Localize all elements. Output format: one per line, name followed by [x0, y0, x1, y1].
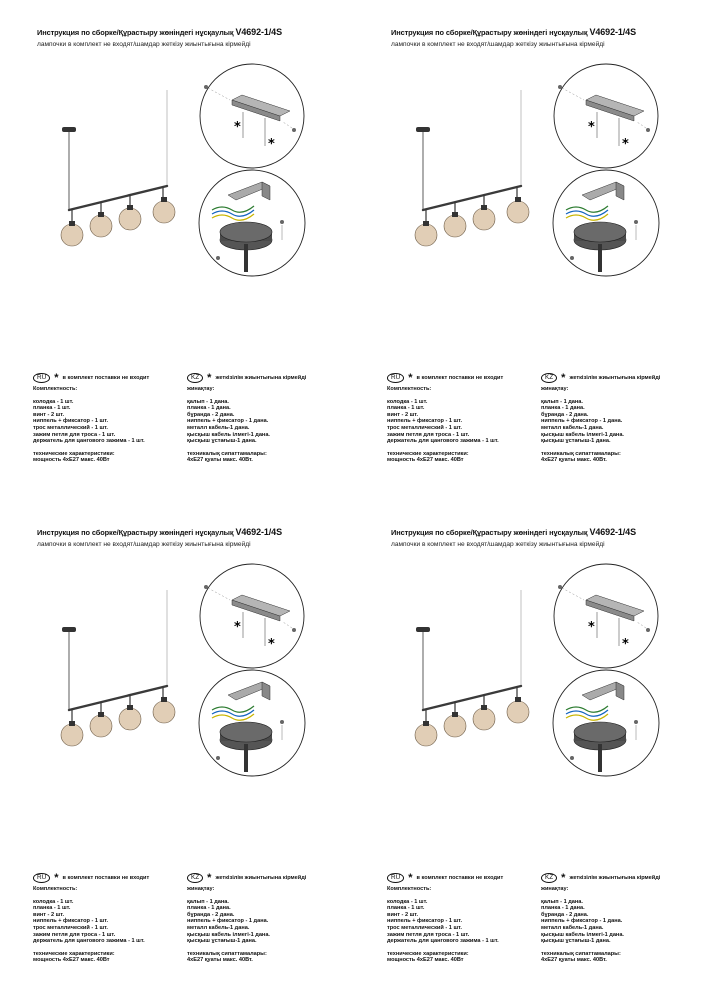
ru-kit-block: [33, 386, 145, 464]
sheet-top-right: [354, 0, 707, 500]
ru-spec-heading: технические характеристики:: [387, 450, 469, 457]
star-mark-icon: *: [234, 120, 241, 135]
list-item: винт - 2 шт.: [387, 411, 419, 418]
ru-badge: RU: [387, 873, 404, 883]
list-item: металл кабель-1 дана.: [541, 424, 604, 431]
list-item: бұранда - 2 дана.: [541, 411, 589, 418]
list-item: металл кабель-1 дана.: [187, 924, 250, 931]
bulb-globe-2: [444, 702, 466, 737]
detail-mounting-plate: [200, 64, 304, 168]
page-subtitle: лампочки в комплект не входят/шамдар жеткізу жиынтығына кірмейді: [37, 41, 251, 48]
assembly-illustration: [354, 0, 707, 340]
list-item: ниппель + фиксатор - 1 дана.: [541, 418, 623, 425]
list-item: ниппель + фиксатор - 1 шт.: [33, 918, 109, 925]
ru-kit-heading: Комплектность:: [387, 386, 432, 392]
ru-kit-block: [387, 386, 499, 464]
canopy-icon: [62, 627, 76, 632]
assembly-illustration: [0, 0, 353, 340]
bulb-globe-2: [444, 202, 466, 237]
page-title: Инструкция по сборке/Құрастыру жөніндегі нұсқаулық V4692-1/4S: [37, 527, 282, 537]
main-bar: [423, 686, 521, 710]
ru-kit-block: [33, 886, 145, 964]
bulb-globe-2: [90, 202, 112, 237]
detail-canopy-wiring: [199, 670, 305, 776]
ru-spec-heading: технические характеристики:: [387, 950, 469, 957]
list-item: держатель для цангового зажима - 1 шт.: [33, 938, 145, 945]
list-item: ниппель + фиксатор - 1 шт.: [387, 918, 463, 925]
list-item: металл кабель-1 дана.: [541, 924, 604, 931]
list-item: зажим петля для троса - 1 шт.: [387, 931, 470, 938]
star-mark-icon: *: [622, 637, 629, 652]
ru-spec-value: мощность 4хЕ27 макс. 40Вт: [33, 957, 110, 964]
list-item: трос металлический - 1 шт.: [33, 424, 108, 431]
list-item: зажим петля для троса - 1 шт.: [33, 931, 116, 938]
page-subtitle: лампочки в комплект не входят/шамдар жеткізу жиынтығына кірмейді: [391, 41, 605, 48]
model-number: V4692-1/4S: [589, 27, 636, 37]
kz-badge: KZ: [187, 373, 203, 383]
ru-spec-value: мощность 4хЕ27 макс. 40Вт: [387, 457, 464, 464]
list-item: қалып - 1 дана.: [187, 898, 229, 905]
kz-kit-heading: жинақтау:: [541, 886, 569, 892]
bulb-globe-4: [153, 688, 175, 723]
canopy-icon: [416, 627, 430, 632]
kz-spec-heading: техникалық сипаттамалары:: [187, 950, 267, 957]
list-item: ниппель + фиксатор - 1 дана.: [541, 918, 623, 925]
list-item: планка - 1 шт.: [33, 905, 71, 912]
kz-note: KZ * жеткізілім жиынтығына кірмейді: [541, 373, 660, 383]
main-bar: [69, 686, 167, 710]
sheet-bottom-left: [0, 500, 353, 1000]
sheet-bottom-right: [354, 500, 707, 1000]
list-item: бұранда - 2 дана.: [541, 911, 589, 918]
star-mark-icon: *: [234, 620, 241, 635]
ru-note: RU * в комплект поставки не входит: [33, 373, 149, 383]
detail-canopy-wiring: [199, 170, 305, 276]
list-item: колодка - 1 шт.: [387, 398, 428, 405]
ru-spec-heading: технические характеристики:: [33, 950, 115, 957]
page-subtitle: лампочки в комплект не входят/шамдар жеткізу жиынтығына кірмейді: [37, 541, 251, 548]
assembly-illustration: [354, 500, 707, 840]
canopy-icon: [416, 127, 430, 132]
kz-spec-heading: техникалық сипаттамалары:: [541, 950, 621, 957]
ru-note: RU * в комплект поставки не входит: [387, 373, 503, 383]
star-icon: *: [54, 872, 59, 884]
list-item: держатель для цангового зажима - 1 шт.: [33, 438, 145, 445]
star-icon: *: [207, 372, 212, 384]
list-item: планка - 1 дана.: [541, 405, 585, 412]
ru-spec-value: мощность 4хЕ27 макс. 40Вт: [33, 457, 110, 464]
bulb-globe-2: [90, 702, 112, 737]
kz-kit-block: [541, 386, 624, 464]
kz-kit-heading: жинақтау:: [187, 886, 215, 892]
kz-badge: KZ: [187, 873, 203, 883]
list-item: винт - 2 шт.: [33, 411, 65, 418]
kz-kit-heading: жинақтау:: [187, 386, 215, 392]
kz-note: KZ * жеткізілім жиынтығына кірмейді: [541, 873, 660, 883]
ru-badge: RU: [33, 873, 50, 883]
ru-kit-heading: Комплектность:: [33, 886, 78, 892]
ru-kit-block: [387, 886, 499, 964]
kz-spec-value: 4хЕ27 қуаты макс. 40Вт.: [541, 457, 607, 464]
kz-spec-value: 4хЕ27 қуаты макс. 40Вт.: [187, 457, 253, 464]
star-mark-icon: *: [622, 137, 629, 152]
kz-kit-block: [187, 886, 270, 964]
list-item: ниппель + фиксатор - 1 дана.: [187, 418, 269, 425]
list-item: ниппель + фиксатор - 1 шт.: [387, 418, 463, 425]
kz-kit-heading: жинақтау:: [541, 386, 569, 392]
model-number: V4692-1/4S: [589, 527, 636, 537]
star-icon: *: [207, 872, 212, 884]
bulb-globe-4: [507, 188, 529, 223]
list-item: планка - 1 дана.: [187, 905, 231, 912]
star-icon: *: [408, 872, 413, 884]
list-item: зажим петля для троса - 1 шт.: [33, 431, 116, 438]
sheet-top-left: [0, 0, 353, 500]
page-title: Инструкция по сборке/Құрастыру жөніндегі нұсқаулық V4692-1/4S: [37, 27, 282, 37]
kz-badge: KZ: [541, 373, 557, 383]
star-mark-icon: *: [268, 637, 275, 652]
list-item: планка - 1 дана.: [187, 405, 231, 412]
list-item: трос металлический - 1 шт.: [387, 424, 462, 431]
main-bar: [69, 186, 167, 210]
ru-note: RU * в комплект поставки не входит: [33, 873, 149, 883]
bulb-globe-3: [473, 195, 495, 230]
detail-mounting-plate: [200, 564, 304, 668]
list-item: колодка - 1 шт.: [33, 898, 74, 905]
main-bar: [423, 186, 521, 210]
kz-note: KZ * жеткізілім жиынтығына кірмейді: [187, 873, 306, 883]
star-icon: *: [561, 372, 566, 384]
bulb-globe-3: [473, 695, 495, 730]
list-item: қалып - 1 дана.: [541, 898, 583, 905]
kz-kit-block: [541, 886, 624, 964]
kz-note: KZ * жеткізілім жиынтығына кірмейді: [187, 373, 306, 383]
detail-canopy-wiring: [553, 670, 659, 776]
kz-spec-heading: техникалық сипаттамалары:: [187, 450, 267, 457]
list-item: металл кабель-1 дана.: [187, 424, 250, 431]
model-number: V4692-1/4S: [235, 27, 282, 37]
list-item: қалып - 1 дана.: [541, 398, 583, 405]
ru-kit-heading: Комплектность:: [387, 886, 432, 892]
ru-spec-heading: технические характеристики:: [33, 450, 115, 457]
star-mark-icon: *: [588, 120, 595, 135]
detail-mounting-plate: [554, 64, 658, 168]
kz-kit-block: [187, 386, 270, 464]
kz-spec-value: 4хЕ27 қуаты макс. 40Вт.: [187, 957, 253, 964]
canopy-icon: [62, 127, 76, 132]
ru-kit-heading: Комплектность:: [33, 386, 78, 392]
list-item: қысқыш кабель ілмегі-1 дана.: [541, 431, 624, 438]
list-item: планка - 1 шт.: [387, 905, 425, 912]
list-item: ниппель + фиксатор - 1 дана.: [187, 918, 269, 925]
list-item: планка - 1 шт.: [33, 405, 71, 412]
page-title: Инструкция по сборке/Құрастыру жөніндегі нұсқаулық V4692-1/4S: [391, 527, 636, 537]
star-icon: *: [408, 372, 413, 384]
list-item: қалып - 1 дана.: [187, 398, 229, 405]
bulb-globe-1: [61, 209, 83, 246]
star-mark-icon: *: [588, 620, 595, 635]
page-title: Инструкция по сборке/Құрастыру жөніндегі нұсқаулық V4692-1/4S: [391, 27, 636, 37]
star-icon: *: [561, 872, 566, 884]
ru-spec-value: мощность 4хЕ27 макс. 40Вт: [387, 957, 464, 964]
page-subtitle: лампочки в комплект не входят/шамдар жеткізу жиынтығына кірмейді: [391, 541, 605, 548]
bulb-globe-1: [415, 209, 437, 246]
bulb-globe-1: [415, 709, 437, 746]
detail-canopy-wiring: [553, 170, 659, 276]
list-item: держатель для цангового зажима - 1 шт.: [387, 438, 499, 445]
detail-mounting-plate: [554, 564, 658, 668]
list-item: қысқыш кабель ілмегі-1 дана.: [187, 931, 270, 938]
ru-badge: RU: [33, 373, 50, 383]
list-item: колодка - 1 шт.: [33, 398, 74, 405]
list-item: қысқыш ұстағыш-1 дана.: [187, 938, 257, 945]
list-item: держатель для цангового зажима - 1 шт.: [387, 938, 499, 945]
kz-spec-heading: техникалық сипаттамалары:: [541, 450, 621, 457]
bulb-globe-4: [153, 188, 175, 223]
star-icon: *: [54, 372, 59, 384]
list-item: колодка - 1 шт.: [387, 898, 428, 905]
list-item: планка - 1 шт.: [387, 405, 425, 412]
list-item: қысқыш ұстағыш-1 дана.: [187, 438, 257, 445]
model-number: V4692-1/4S: [235, 527, 282, 537]
list-item: винт - 2 шт.: [387, 911, 419, 918]
list-item: трос металлический - 1 шт.: [33, 924, 108, 931]
list-item: қысқыш кабель ілмегі-1 дана.: [541, 931, 624, 938]
star-mark-icon: *: [268, 137, 275, 152]
list-item: қысқыш ұстағыш-1 дана.: [541, 938, 611, 945]
ru-note: RU * в комплект поставки не входит: [387, 873, 503, 883]
list-item: трос металлический - 1 шт.: [387, 924, 462, 931]
list-item: винт - 2 шт.: [33, 911, 65, 918]
list-item: қысқыш кабель ілмегі-1 дана.: [187, 431, 270, 438]
bulb-globe-4: [507, 688, 529, 723]
ru-badge: RU: [387, 373, 404, 383]
assembly-illustration: [0, 500, 353, 840]
list-item: бұранда - 2 дана.: [187, 911, 235, 918]
bulb-globe-3: [119, 195, 141, 230]
bulb-globe-3: [119, 695, 141, 730]
list-item: бұранда - 2 дана.: [187, 411, 235, 418]
kz-badge: KZ: [541, 873, 557, 883]
list-item: планка - 1 дана.: [541, 905, 585, 912]
list-item: ниппель + фиксатор - 1 шт.: [33, 418, 109, 425]
kz-spec-value: 4хЕ27 қуаты макс. 40Вт.: [541, 957, 607, 964]
list-item: қысқыш ұстағыш-1 дана.: [541, 438, 611, 445]
bulb-globe-1: [61, 709, 83, 746]
list-item: зажим петля для троса - 1 шт.: [387, 431, 470, 438]
